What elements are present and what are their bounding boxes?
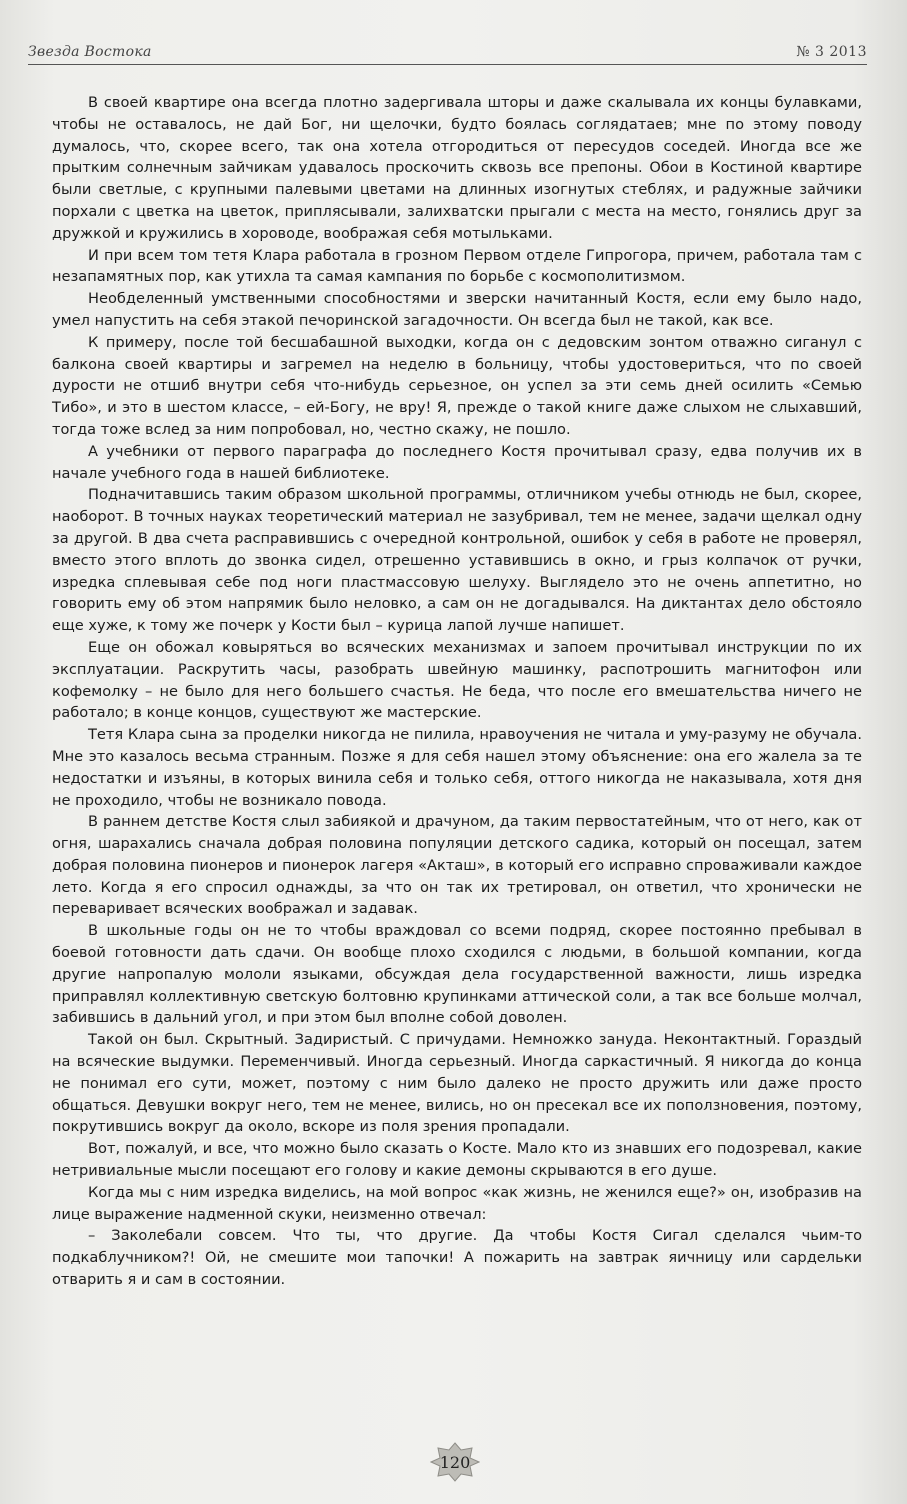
issue-number: № 3 2013	[796, 44, 867, 60]
paragraph: А учебники от первого параграфа до последнего Костя прочитывал сразу, едва получив их в начале учебного года в нашей библиотеке.	[52, 442, 862, 482]
running-head	[28, 40, 867, 65]
paragraph: К примеру, после той бесшабашной выходки, когда он с дедовским зонтом отважно сиганул с балкона своей квартиры и загремел на неделю в больницу, чтобы удостовериться, что по своей дурости не отшиб внутри себя что-нибудь серьезное, он успел за эти семь дней осилить «Семью Тибо», и это в шестом классе, – ей-Богу, не вру! Я, прежде о такой книге даже слыхом не слыхавший, тогда тоже вслед за ним попробовал, но, честно скажу, не пошло.	[52, 333, 862, 438]
paragraph: В школьные годы он не то чтобы враждовал со всеми подряд, скорее постоянно пребывал в боевой готовности дать сдачи. Он вообще плохо сходился с людьми, в большой компании, когда другие напропалую мололи языками, обсуждая дела государственной важности, лишь изредка приправлял коллективную светскую болтовню крупинками аттической соли, а так все больше молчал, забившись в дальний угол, и при этом был вполне собой доволен.	[52, 922, 862, 1027]
page-number-badge	[430, 1442, 480, 1482]
paragraph: Необделенный умственными способностями и зверски начитанный Костя, если ему было надо, умел напустить на себя этакой печоринской загадочности. Он всегда был не такой, как все.	[52, 290, 862, 329]
page-number: 120	[439, 1452, 471, 1472]
paragraph: В раннем детстве Костя слыл забиякой и драчуном, да таким первостатейным, что от него, как от огня, шарахались сначала добрая половина популяции детского садика, который он посещал, затем добрая половина пионеров и пионерок лагеря «Акташ», в который его исправно спроваживали каждое лето. Когда я его спросил однажды, за что он так их третировал, он ответил, что хронически не переваривает всяческих воображал и задавак.	[52, 813, 862, 918]
body-text	[52, 92, 862, 1291]
paragraph: Тетя Клара сына за проделки никогда не пилила, нравоучения не читала и уму-разуму не обучала. Мне это казалось весьма странным. Позже я для себя нашел этому объяснение: она его жалела за те недостатки и изъяны, в которых винила себя и только себя, оттого никогда не наказывала, хотя дня не проходило, чтобы не возникало повода.	[52, 726, 862, 809]
paragraph: – Заколебали совсем. Что ты, что другие. Да чтобы Костя Сигал сделался чьим-то подкаблучником?! Ой, не смешите мои тапочки! А пожарить на завтрак яичницу или сардельки отварить я и сам в состоянии.	[52, 1227, 862, 1289]
paragraph: Подначитавшись таким образом школьной программы, отличником учебы отнюдь не был, скорее, наоборот. В точных науках теоретический материал не зазубривал, тем не менее, задачи щелкал одну за другой. В два счета расправившись с очередной контрольной, ошибок у себя в работе не проверял, вместо этого вплоть до звонка сидел, отрешенно уставившись в окно, и грыз колпачок от ручки, изредка сплевывая себе под ноги пластмассовую шелуху. Выглядело это не очень аппетитно, но говорить ему об этом напрямик было неловко, а сам он не догадывался. На диктантах дело обстояло еще хуже, к тому же почерк у Кости был – курица лапой лучше напишет.	[52, 486, 862, 635]
paragraph: Когда мы с ним изредка виделись, на мой вопрос «как жизнь, не женился еще?» он, изобразив на лице выражение надменной скуки, неизменно отвечал:	[52, 1183, 862, 1223]
journal-title: Звезда Востока	[28, 44, 152, 60]
paragraph: Такой он был. Скрытный. Задиристый. С причудами. Немножко зануда. Неконтактный. Гораздый на всяческие выдумки. Переменчивый. Иногда серьезный. Иногда саркастичный. Я никогда до конца не понимал его сути, может, поэтому с ним было далеко не просто дружить или даже просто общаться. Девушки вокруг него, тем не менее, вились, но он пресекал все их поползновения, поэтому, покрутившись вокруг да около, вскоре из поля зрения пропадали.	[52, 1031, 862, 1136]
paragraph: Вот, пожалуй, и все, что можно было сказать о Косте. Мало кто из знавших его подозревал, какие нетривиальные мысли посещают его голову и какие демоны скрываются в его душе.	[52, 1140, 862, 1180]
paragraph: И при всем том тетя Клара работала в грозном Первом отделе Гипрогора, причем, работала там с незапамятных пор, как утихла та самая кампания по борьбе с космополитизмом.	[52, 246, 862, 286]
paragraph: В своей квартире она всегда плотно задергивала шторы и даже скалывала их концы булавками, чтобы не оставалось, не дай Бог, ни щелочки, будто боялась соглядатаев; мне по этому поводу думалось, что, скорее всего, так она хотела отгородиться от пересудов соседей. Иногда все же прытким солнечным зайчикам удавалось проскочить сквозь все препоны. Обои в Костиной квартире были светлые, с крупными палевыми цветами на длинных изогнутых стеблях, и радужные зайчики порхали с цветка на цветок, приплясывали, залихватски прыгали с места на место, гонялись друг за дружкой и кружились в хороводе, воображая себя мотыльками.	[52, 94, 862, 242]
paragraph: Еще он обожал ковыряться во всяческих механизмах и запоем прочитывал инструкции по их эксплуатации. Раскрутить часы, разобрать швейную машинку, распотрошить магнитофон или кофемолку – не было для него большего счастья. Не беда, что после его вмешательства ничего не работало; в конце концов, существуют же мастерские.	[52, 638, 862, 722]
